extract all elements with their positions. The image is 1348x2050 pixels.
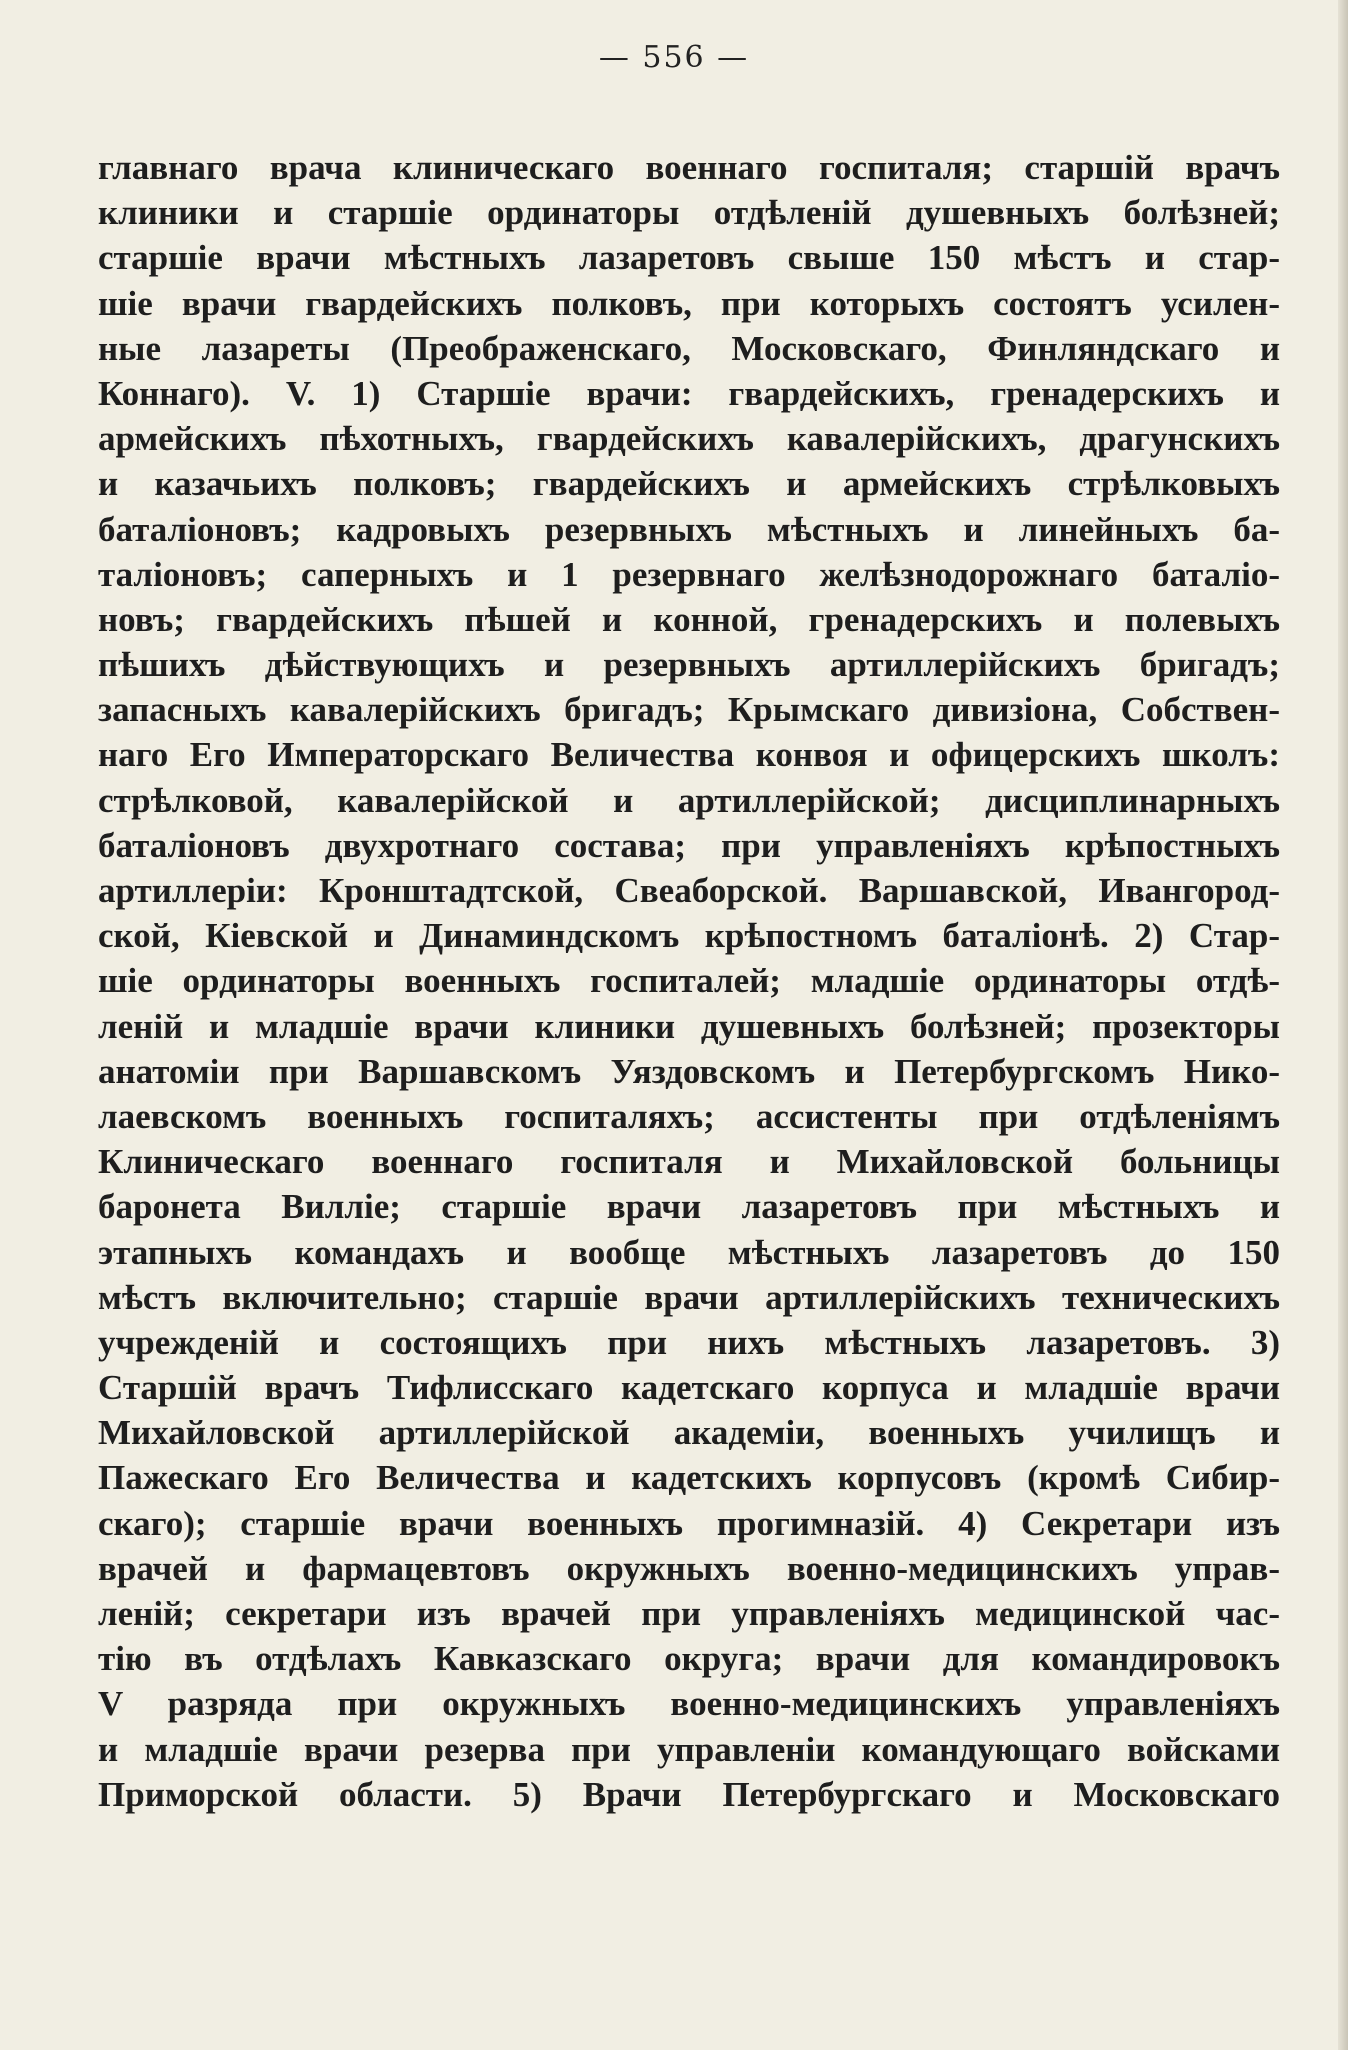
text-line: наго Его Императорскаго Величества конвоя и офицерскихъ школъ: bbox=[98, 735, 1280, 775]
text-line: артиллеріи: Кронштадтской, Свеаборской. Варшавской, Ивангород- bbox=[98, 871, 1280, 910]
text-line: и младшіе врачи резерва при управленіи командующаго войсками bbox=[98, 1729, 1280, 1769]
text-line: шіе врачи гвардейскихъ полковъ, при которыхъ состоятъ усилен- bbox=[98, 283, 1280, 323]
text-line: Приморской области. 5) Врачи Петербургскаго и Московскаго bbox=[98, 1774, 1280, 1814]
text-line: этапныхъ командахъ и вообще мѣстныхъ лазаретовъ до 150 bbox=[98, 1232, 1280, 1272]
text-line: главнаго врача клиническаго военнаго госпиталя; старшій врачъ bbox=[98, 148, 1280, 187]
text-line: баталіоновъ двухротнаго состава; при управленіяхъ крѣпостныхъ bbox=[98, 825, 1280, 865]
text-line: ской, Кіевской и Динаминдскомъ крѣпостномъ баталіонѣ. 2) Стар- bbox=[98, 916, 1280, 956]
text-line: шіе ординаторы военныхъ госпиталей; младшіе ординаторы отдѣ- bbox=[98, 961, 1280, 1001]
text-line: старшіе врачи мѣстныхъ лазаретовъ свыше 150 мѣстъ и стар- bbox=[98, 238, 1280, 278]
text-line: Клиническаго военнаго госпиталя и Михайловской больницы bbox=[98, 1142, 1280, 1182]
text-line: новъ; гвардейскихъ пѣшей и конной, гренадерскихъ и полевыхъ bbox=[98, 599, 1280, 639]
text-line: Старшій врачъ Тифлисскаго кадетскаго корпуса и младшіе врачи bbox=[98, 1368, 1280, 1408]
text-line: леній и младшіе врачи клиники душевныхъ болѣзней; прозекторы bbox=[98, 1006, 1280, 1046]
text-line: Коннаго). V. 1) Старшіе врачи: гвардейскихъ, гренадерскихъ и bbox=[98, 373, 1280, 413]
text-line: баталіоновъ; кадровыхъ резервныхъ мѣстныхъ и линейныхъ ба- bbox=[98, 509, 1280, 549]
page-edge-shadow bbox=[1338, 0, 1348, 2050]
text-line: лаевскомъ военныхъ госпиталяхъ; ассистенты при отдѣленіямъ bbox=[98, 1096, 1280, 1136]
text-line: скаго); старшіе врачи военныхъ прогимназій. 4) Секретари изъ bbox=[98, 1503, 1280, 1543]
text-line: стрѣлковой, кавалерійской и артиллерійской; дисциплинарныхъ bbox=[98, 780, 1280, 820]
text-line: баронета Виллie; старшіе врачи лазаретовъ при мѣстныхъ и bbox=[98, 1187, 1280, 1227]
text-line: врачей и фармацевтовъ окружныхъ военно-медицинскихъ управ- bbox=[98, 1548, 1280, 1588]
text-line: учрежденій и состоящихъ при нихъ мѣстныхъ лазаретовъ. 3) bbox=[98, 1322, 1280, 1362]
text-line: таліоновъ; саперныхъ и 1 резервнаго желѣзнодорожнаго баталіо- bbox=[98, 554, 1280, 594]
text-line: мѣстъ включительно; старшіе врачи артиллерійскихъ техническихъ bbox=[98, 1277, 1280, 1317]
body-text bbox=[98, 145, 1280, 1817]
text-line: Михайловской артиллерійской академіи, военныхъ училищъ и bbox=[98, 1413, 1280, 1453]
text-line: и казачьихъ полковъ; гвардейскихъ и армейскихъ стрѣлковыхъ bbox=[98, 464, 1280, 504]
text-line: анатоміи при Варшавскомъ Уяздовскомъ и Петербургскомъ Нико- bbox=[98, 1051, 1280, 1091]
text-line: Пажескаго Его Величества и кадетскихъ корпусовъ (кромѣ Сибир- bbox=[98, 1458, 1280, 1498]
text-line: армейскихъ пѣхотныхъ, гвардейскихъ кавалерійскихъ, драгунскихъ bbox=[98, 419, 1280, 459]
text-line: запасныхъ кавалерійскихъ бригадъ; Крымскаго дивизіона, Собствен- bbox=[98, 690, 1280, 730]
text-line: леній; секретари изъ врачей при управленіяхъ медицинской час- bbox=[98, 1594, 1280, 1633]
text-line: тію въ отдѣлахъ Кавказскаго округа; врачи для командировокъ bbox=[98, 1639, 1280, 1679]
page-number: — 556 — bbox=[598, 40, 750, 75]
text-line: пѣшихъ дѣйствующихъ и резервныхъ артиллерійскихъ бригадъ; bbox=[98, 645, 1280, 685]
text-line: клиники и старшіе ординаторы отдѣленій душевныхъ болѣзней; bbox=[98, 193, 1280, 233]
text-line: ные лазареты (Преображенскаго, Московскаго, Финляндскаго и bbox=[98, 328, 1280, 368]
text-line: V разряда при окружныхъ военно-медицинскихъ управленіяхъ bbox=[98, 1684, 1280, 1724]
